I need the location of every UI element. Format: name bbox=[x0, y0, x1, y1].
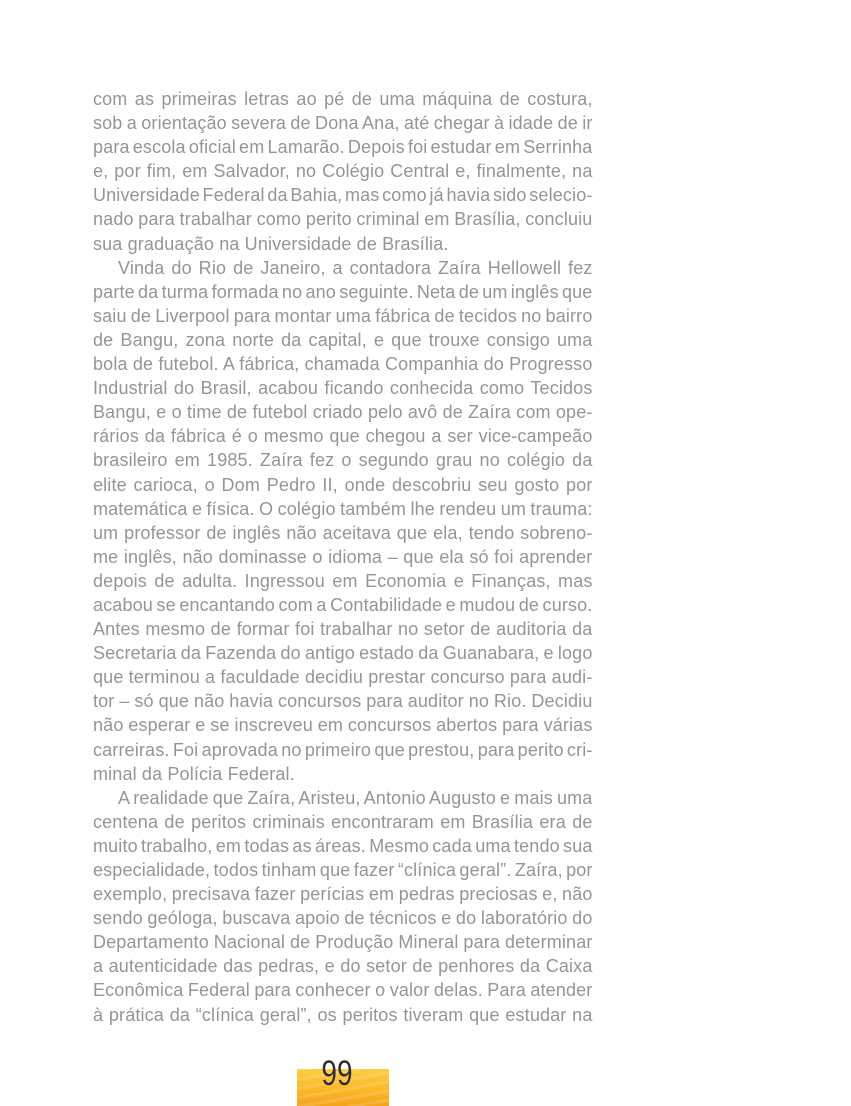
text-line: sendo geóloga, buscava apoio de técnicos e do laboratório do bbox=[93, 908, 593, 929]
text-line: Vinda do Rio de Janeiro, a contadora Zaíra Hellowell fez bbox=[118, 257, 593, 278]
text-line: sua graduação na Universidade de Brasília. bbox=[93, 233, 449, 254]
text-line: não esperar e se inscreveu em concursos abertos para várias bbox=[93, 715, 593, 736]
text-line: um professor de inglês não aceitava que ela, tendo sobreno- bbox=[93, 522, 593, 543]
text-line: saiu de Liverpool para montar uma fábrica de tecidos no bairro bbox=[93, 305, 593, 326]
text-line: parte da turma formada no ano seguinte. Neta de um inglês que bbox=[93, 281, 593, 302]
text-line: Bangu, e o time de futebol criado pelo avô de Zaíra com ope- bbox=[93, 402, 593, 423]
text-line: muito trabalho, em todas as áreas. Mesmo cada uma tendo sua bbox=[93, 835, 593, 856]
text-line: especialidade, todos tinham que fazer “clínica geral”. Zaíra, por bbox=[93, 860, 593, 880]
text-line: com as primeiras letras ao pé de uma máquina de costura, bbox=[93, 89, 593, 109]
text-line: A realidade que Zaíra, Aristeu, Antonio Augusto e mais uma bbox=[118, 787, 593, 808]
text-line: que terminou a faculdade decidiu prestar concurso para audi- bbox=[93, 667, 593, 688]
text-line: Antes mesmo de formar foi trabalhar no setor de auditoria da bbox=[93, 619, 593, 640]
text-line: brasileiro em 1985. Zaíra fez o segundo grau no colégio da bbox=[93, 450, 593, 471]
text-line: de Bangu, zona norte da capital, e que trouxe consigo uma bbox=[93, 329, 593, 350]
text-line: Industrial do Brasil, acabou ficando conhecida como Tecidos bbox=[93, 378, 593, 399]
text-line: acabou se encantando com a Contabilidade e mudou de curso. bbox=[93, 594, 593, 615]
text-line: exemplo, precisava fazer perícias em pedras preciosas e, não bbox=[93, 884, 593, 905]
text-line: e, por fim, em Salvador, no Colégio Central e, finalmente, na bbox=[93, 161, 593, 182]
text-line: tor – só que não havia concursos para auditor no Rio. Decidiu bbox=[93, 691, 593, 712]
text-line: sob a orientação severa de Dona Ana, até chegar à idade de ir bbox=[93, 113, 593, 134]
text-line: Departamento Nacional de Produção Mineral para determinar bbox=[93, 932, 593, 953]
page-number-box bbox=[297, 1054, 389, 1106]
text-line: centena de peritos criminais encontraram em Brasília era de bbox=[93, 811, 593, 832]
text-line: à prática da “clínica geral”, os peritos tiveram que estudar na bbox=[93, 1004, 593, 1025]
text-line: minal da Polícia Federal. bbox=[93, 763, 295, 784]
text-line: bola de futebol. A fábrica, chamada Companhia do Progresso bbox=[93, 354, 593, 375]
text-line: para escola oficial em Lamarão. Depois foi estudar em Serrinha bbox=[93, 137, 593, 158]
text-line: rários da fábrica é o mesmo que chegou a ser vice-campeão bbox=[93, 426, 593, 447]
text-line: elite carioca, o Dom Pedro II, onde descobriu seu gosto por bbox=[93, 474, 593, 495]
text-line: Universidade Federal da Bahia, mas como já havia sido selecio- bbox=[93, 185, 593, 206]
text-line: carreiras. Foi aprovada no primeiro que prestou, para perito cri- bbox=[93, 739, 593, 760]
body-text bbox=[93, 87, 593, 1027]
page-number: 99 bbox=[321, 1054, 353, 1093]
text-line: Secretaria da Fazenda do antigo estado da Guanabara, e logo bbox=[93, 643, 593, 664]
text-line: nado para trabalhar como perito criminal em Brasília, concluiu bbox=[93, 209, 593, 230]
text-line: matemática e física. O colégio também lhe rendeu um trauma: bbox=[93, 498, 593, 519]
text-line: me inglês, não dominasse o idioma – que ela só foi aprender bbox=[93, 546, 593, 567]
text-line: a autenticidade das pedras, e do setor de penhores da Caixa bbox=[93, 956, 593, 977]
text-line: Econômica Federal para conhecer o valor delas. Para atender bbox=[93, 980, 593, 1001]
text-line: depois de adulta. Ingressou em Economia e Finanças, mas bbox=[93, 570, 593, 591]
